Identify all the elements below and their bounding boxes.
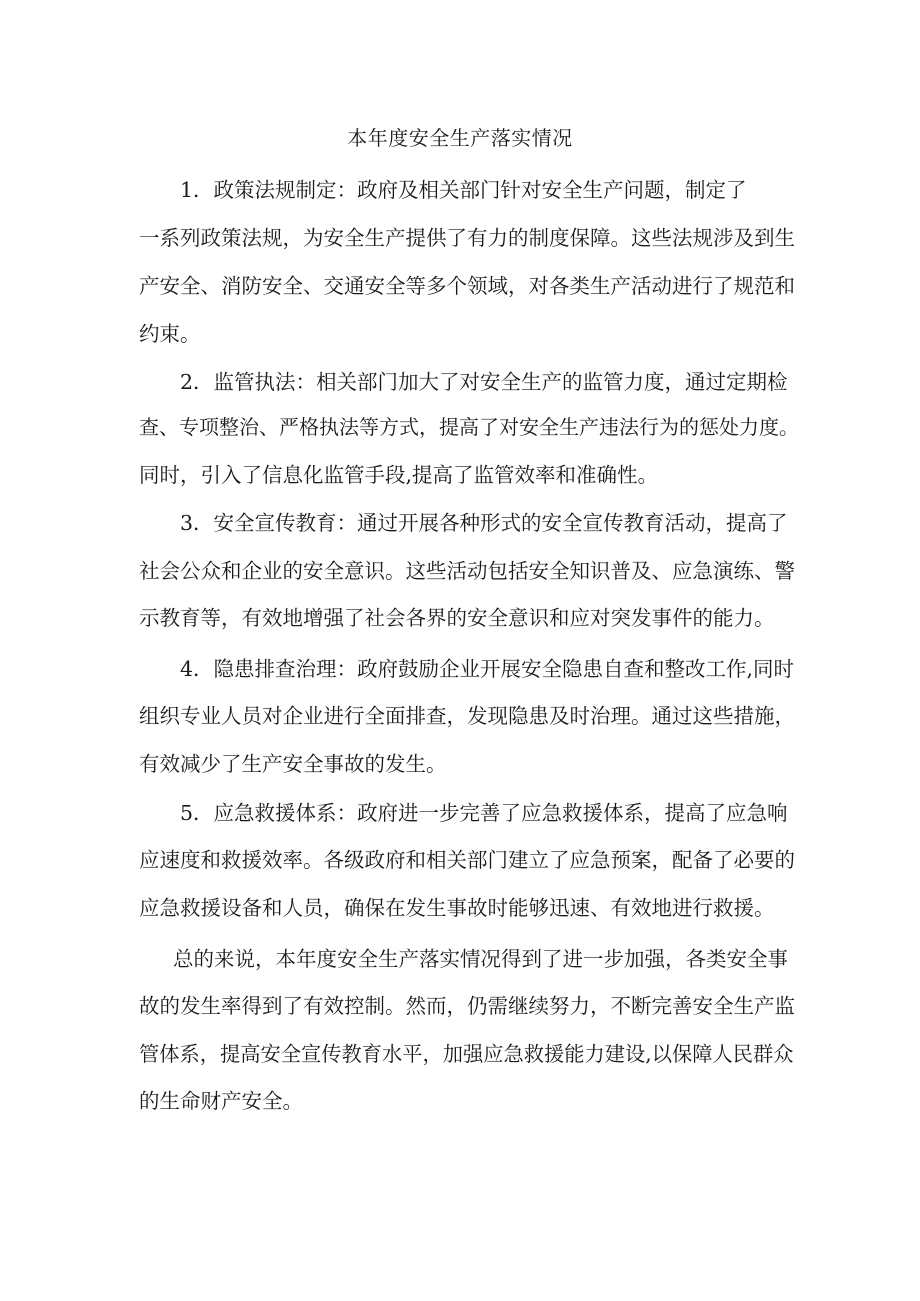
paragraph-line: 的生命财产安全。 (139, 1089, 303, 1113)
paragraph-line: 故的发生率得到了有效控制。然而，仍需继续努力，不断完善安全生产监 (139, 994, 795, 1018)
paragraph-line: 5．应急救援体系：政府进一步完善了应急救援体系，提高了应急响 (180, 801, 788, 825)
paragraph-line: 约束。 (139, 322, 201, 346)
document-title: 本年度安全生产落实情况 (347, 126, 573, 150)
paragraph-line: 示教育等，有效地增强了社会各界的安全意识和应对突发事件的能力。 (139, 606, 775, 630)
paragraph-line: 组织专业人员对企业进行全面排查，发现隐患及时治理。通过这些措施， (139, 704, 795, 728)
paragraph-line: 社会公众和企业的安全意识。这些活动包括安全知识普及、应急演练、警 (139, 559, 795, 583)
paragraph-line: 一系列政策法规，为安全生产提供了有力的制度保障。这些法规涉及到生 (139, 226, 795, 250)
paragraph-line: 查、专项整治、严格执法等方式，提高了对安全生产违法行为的惩处力度。 (139, 415, 799, 439)
paragraph-line: 产安全、消防安全、交通安全等多个领域，对各类生产活动进行了规范和 (139, 274, 795, 298)
paragraph-line: 总的来说，本年度安全生产落实情况得到了进一步加强，各类安全事 (173, 947, 788, 971)
paragraph-line: 同时，引入了信息化监管手段,提高了监管效率和准确性。 (139, 463, 659, 487)
paragraph-line: 2．监管执法：相关部门加大了对安全生产的监管力度，通过定期检 (180, 370, 788, 394)
paragraph-line: 3．安全宣传教育：通过开展各种形式的安全宣传教育活动，提高了 (180, 511, 788, 535)
paragraph-line: 1．政策法规制定：政府及相关部门针对安全生产问题，制定了 (180, 178, 747, 202)
paragraph-line: 有效减少了生产安全事故的发生。 (139, 752, 447, 776)
paragraph-line: 应急救援设备和人员，确保在发生事故时能够迅速、有效地进行救援。 (139, 896, 775, 920)
paragraph-line: 4．隐患排查治理：政府鼓励企业开展安全隐患自查和整改工作,同时 (180, 657, 795, 681)
paragraph-line: 应速度和救援效率。各级政府和相关部门建立了应急预案，配备了必要的 (139, 848, 795, 872)
paragraph-line: 管体系，提高安全宣传教育水平，加强应急救援能力建设,以保障人民群众 (139, 1042, 794, 1066)
